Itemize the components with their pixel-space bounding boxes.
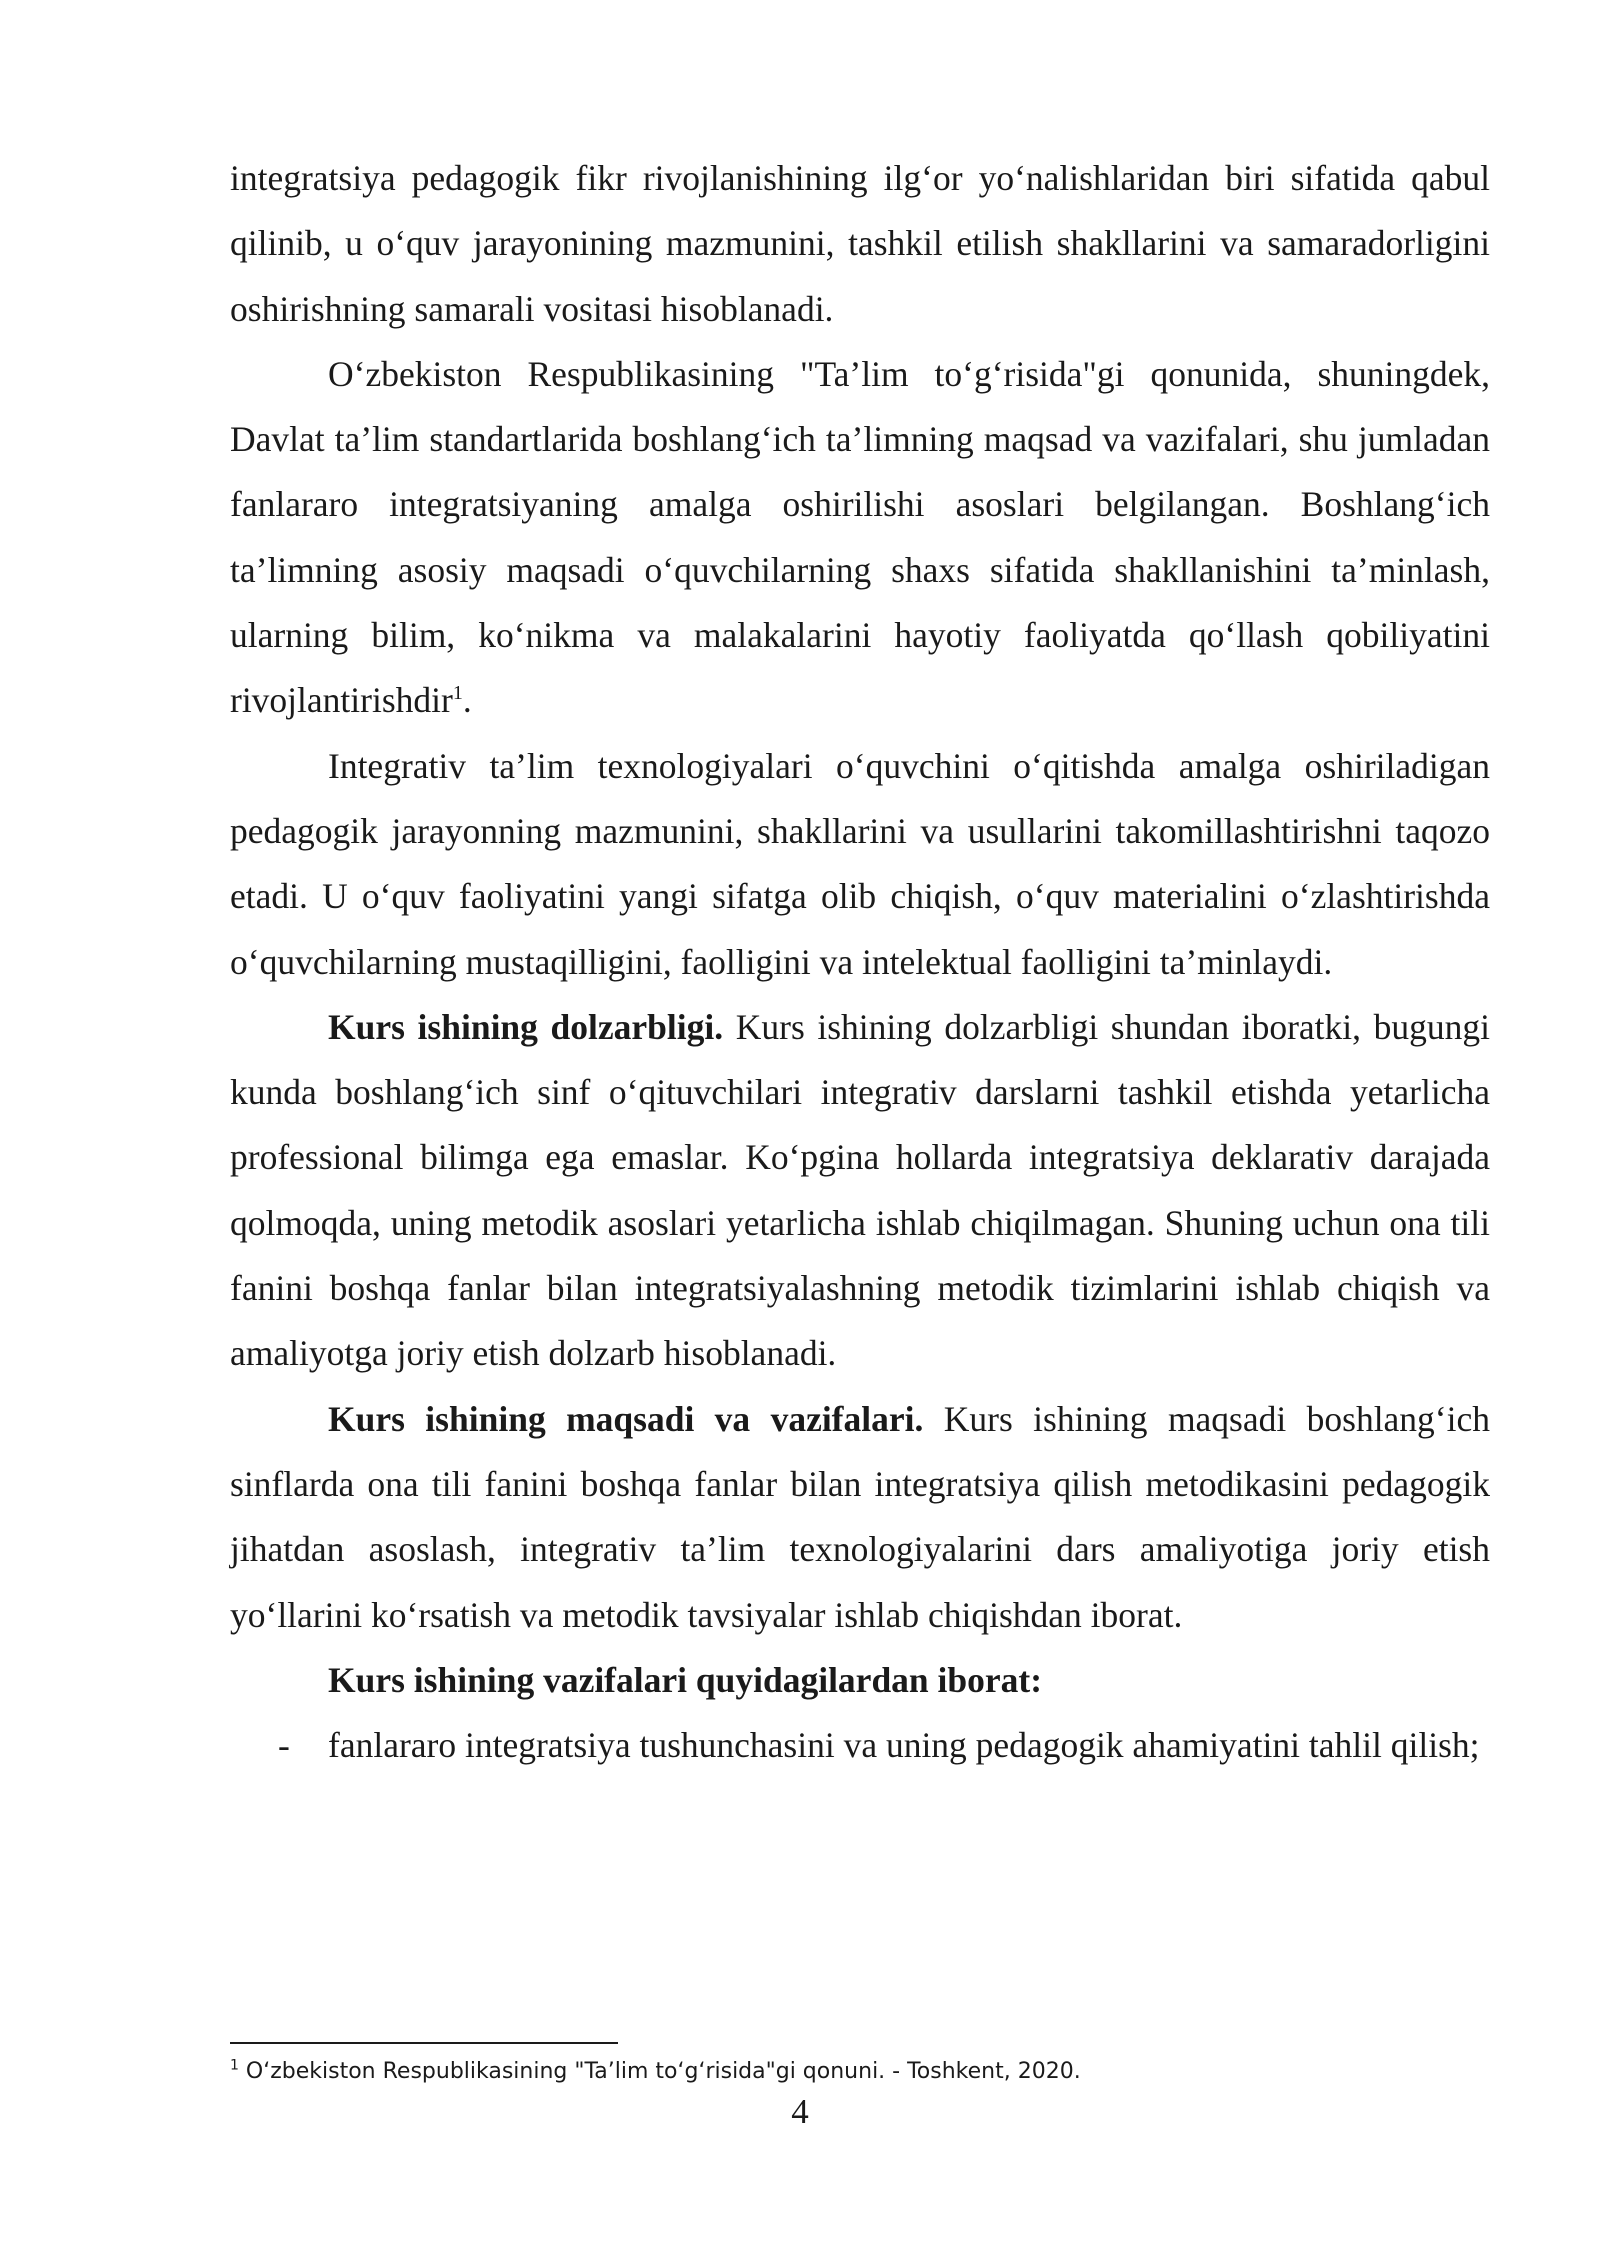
footnote	[230, 2057, 1081, 2087]
paragraph-integrative-tech: Integrativ ta’lim texnologiyalari o‘quvchini o‘qitishda amalga oshiriladigan pedagogik jarayonning mazmunini, shakllarini va usullarini takomillashtirishni taqozo etadi. U o‘quv faoliyatini yangi sifatga olib chiqish, o‘quv materialini o‘zlashtirishda o‘quvchilarning mustaqilligini, faolligini va intelektual faolligini ta’minlaydi.	[230, 745, 1490, 982]
tasks-heading: Kurs ishining vazifalari quyidagilardan iborat:	[328, 1659, 1043, 1700]
relevance-heading: Kurs ishining dolzarbligi.	[328, 1006, 724, 1047]
paragraph-goals	[230, 1387, 1490, 1648]
paragraph-relevance	[230, 995, 1490, 1387]
paragraph-law-end: .	[462, 680, 472, 721]
page-number: 4	[791, 2092, 809, 2131]
footnote-text: O‘zbekiston Respublikasining "Ta’lim to‘g‘risida"gi qonuni. - Toshkent, 2020.	[238, 2059, 1081, 2084]
paragraph-law	[230, 342, 1490, 734]
list-item-text: fanlararo integratsiya tushunchasini va uning pedagogik ahamiyatini tahlil qilish;	[328, 1725, 1480, 1766]
footnote-mark: 1	[230, 2057, 239, 2074]
goals-heading: Kurs ishining maqsadi va vazifalari.	[328, 1398, 924, 1439]
page-body	[230, 146, 1490, 1778]
list-bullet: -	[278, 1725, 290, 1766]
relevance-text: Kurs ishining dolzarbligi shundan iboratki, bugungi kunda boshlang‘ich sinf o‘qituvchilari integrativ darslarni tashkil etishda yetarlicha professional bilimga ega emaslar. Ko‘pgina hollarda integratsiya deklarativ darajada qolmoqda, uning metodik asoslari yetarlicha ishlab chiqilmagan. Shuning uchun ona tili fanini boshqa fanlar bilan integratsiyalashning metodik tizimlarini ishlab chiqish va amaliyotga joriy etish dolzarb hisoblanadi.	[230, 1006, 1490, 1374]
paragraph-law-text: O‘zbekiston Respublikasining "Ta’lim to‘g‘risida"gi qonunida, shuningdek, Davlat ta’lim standartlarida boshlang‘ich ta’limning maqsad va vazifalari, shu jumladan fanlararo integratsiyaning amalga oshirilishi asoslari belgilangan. Boshlang‘ich ta’limning asosiy maqsadi o‘quvchilarning shaxs sifatida shakllanishini ta’minlash, ularning bilim, ko‘nikma va malakalarini hayotiy faoliyatda qo‘llash qobiliyatini rivojlantirishdir	[230, 353, 1490, 721]
footnote-reference[interactable]: 1	[452, 682, 463, 705]
paragraph-intro: integratsiya pedagogik fikr rivojlanishining ilg‘or yo‘nalishlaridan biri sifatida qabul qilinib, u o‘quv jarayonining mazmunini, tashkil etilish shakllarini va samaradorligini oshirishning samarali vositasi hisoblanadi.	[230, 158, 1490, 329]
footnote-separator	[230, 2042, 618, 2044]
list-item	[230, 1713, 1490, 1778]
goals-text: Kurs ishining maqsadi boshlang‘ich sinflarda ona tili fanini boshqa fanlar bilan integratsiya qilish metodikasini pedagogik jihatdan asoslash, integrativ ta’lim texnologiyalarini dars amaliyotiga joriy etish yo‘llarini ko‘rsatish va metodik tavsiyalar ishlab chiqishdan iborat.	[230, 1398, 1490, 1635]
